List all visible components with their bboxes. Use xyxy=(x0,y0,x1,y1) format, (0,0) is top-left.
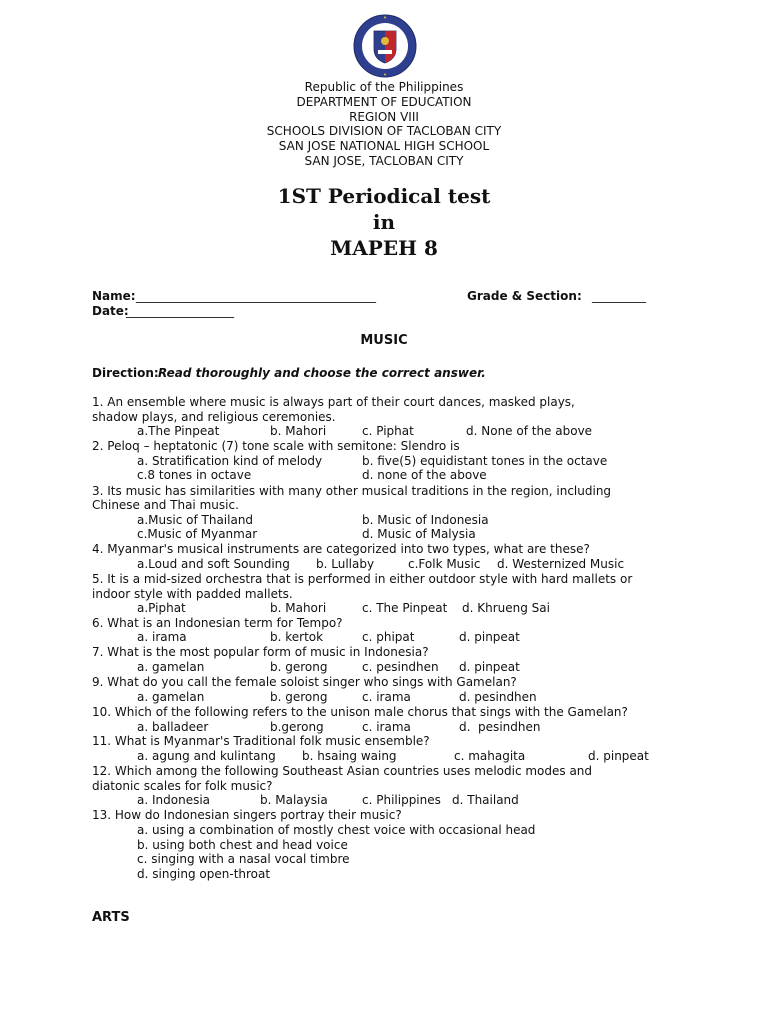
q2-option-c: c.8 tones in octave xyxy=(137,468,252,482)
question-7: 7. What is the most popular form of music in Indonesia? xyxy=(92,645,429,659)
q6-option-b: b. kertok xyxy=(270,630,324,644)
school-name: SAN JOSE NATIONAL HIGH SCHOOL xyxy=(278,139,490,153)
q11-option-b: b. hsaing waing xyxy=(302,749,397,763)
direction-label: Direction: xyxy=(92,366,159,380)
question-12: 12. Which among the following Southeast Asian countries uses melodic modes and xyxy=(92,764,593,778)
date-field[interactable]: __________________ xyxy=(126,304,234,318)
q11-option-d: d. pinpeat xyxy=(588,749,649,763)
question-13: 13. How do Indonesian singers portray their music? xyxy=(92,808,402,822)
q11-option-a: a. agung and kulintang xyxy=(137,749,276,763)
direction-text: Read thoroughly and choose the correct answer. xyxy=(158,366,486,380)
question-10: 10. Which of the following refers to the unison male chorus that sings with the Gamelan? xyxy=(92,705,628,719)
question-12-cont: diatonic scales for folk music? xyxy=(92,779,273,793)
q11-option-c: c. mahagita xyxy=(454,749,526,763)
q5-option-c: c. The Pinpeat xyxy=(362,601,448,615)
q4-option-c: c.Folk Music xyxy=(408,557,481,571)
q2-option-a: a. Stratification kind of melody xyxy=(137,454,323,468)
question-3: 3. Its music has similarities with many other musical traditions in the region, including xyxy=(92,484,612,498)
question-5-cont: indoor style with padded mallets. xyxy=(92,587,293,601)
school-address: SAN JOSE, TACLOBAN CITY xyxy=(304,154,464,168)
date-label: Date: xyxy=(92,304,129,318)
question-1-cont: shadow plays, and religious ceremonies. xyxy=(92,410,336,424)
q1-option-c: c. Piphat xyxy=(362,424,414,438)
q7-option-d: d. pinpeat xyxy=(459,660,520,674)
question-1: 1. An ensemble where music is always part of their court dances, masked plays, xyxy=(92,395,575,409)
q13-option-b: b. using both chest and head voice xyxy=(137,838,348,852)
q2-option-b: b. five(5) equidistant tones in the octave xyxy=(362,454,608,468)
q7-option-c: c. pesindhen xyxy=(362,660,439,674)
q13-option-d: d. singing open-throat xyxy=(137,867,271,881)
q12-option-b: b. Malaysia xyxy=(260,793,328,807)
q10-option-c: c. irama xyxy=(362,720,411,734)
q4-option-d: d. Westernized Music xyxy=(497,557,625,571)
question-5: 5. It is a mid-sized orchestra that is performed in either outdoor style with hard mallets or xyxy=(92,572,633,586)
region-text: REGION VIII xyxy=(349,110,419,124)
q9-option-c: c. irama xyxy=(362,690,411,704)
question-2: 2. Peloq – heptatonic (7) tone scale with semitone: Slendro is xyxy=(92,439,460,453)
test-title-in: in xyxy=(372,210,396,234)
q12-option-a: a. Indonesia xyxy=(137,793,211,807)
question-4: 4. Myanmar's musical instruments are categorized into two types, what are these? xyxy=(92,542,590,556)
q5-option-a: a.Piphat xyxy=(137,601,186,615)
q3-option-a: a.Music of Thailand xyxy=(137,513,254,527)
question-9: 9. What do you call the female soloist singer who sings with Gamelan? xyxy=(92,675,517,689)
division-text: SCHOOLS DIVISION OF TACLOBAN CITY xyxy=(266,124,502,138)
question-6: 6. What is an Indonesian term for Tempo? xyxy=(92,616,343,630)
test-title: 1ST Periodical test xyxy=(277,184,491,208)
q9-option-a: a. gamelan xyxy=(137,690,205,704)
q1-option-d: d. None of the above xyxy=(466,424,593,438)
q6-option-c: c. phipat xyxy=(362,630,415,644)
q1-option-b: b. Mahori xyxy=(270,424,327,438)
q13-option-a: a. using a combination of mostly chest voice with occasional head xyxy=(137,823,536,837)
q4-option-b: b. Lullaby xyxy=(316,557,375,571)
q10-option-a: a. balladeer xyxy=(137,720,209,734)
q3-option-c: c.Music of Myanmar xyxy=(137,527,258,541)
name-label: Name: xyxy=(92,289,136,303)
department-text: DEPARTMENT OF EDUCATION xyxy=(296,95,472,109)
q9-option-d: d. pesindhen xyxy=(459,690,537,704)
q12-option-c: c. Philippines xyxy=(362,793,441,807)
q12-option-d: d. Thailand xyxy=(452,793,519,807)
q3-option-d: d. Music of Malysia xyxy=(362,527,476,541)
subject-title: MAPEH 8 xyxy=(330,236,438,260)
q6-option-a: a. irama xyxy=(137,630,187,644)
name-field[interactable]: ________________________________________ xyxy=(136,289,376,303)
grade-section-field[interactable]: _________ xyxy=(592,289,646,303)
q6-option-d: d. pinpeat xyxy=(459,630,520,644)
deped-seal-icon xyxy=(352,13,418,79)
republic-text: Republic of the Philippines xyxy=(304,80,464,94)
question-3-cont: Chinese and Thai music. xyxy=(92,498,239,512)
grade-section-label: Grade & Section: xyxy=(467,289,582,303)
q5-option-d: d. Khrueng Sai xyxy=(462,601,550,615)
q5-option-b: b. Mahori xyxy=(270,601,327,615)
q10-option-b: b.gerong xyxy=(270,720,324,734)
q9-option-b: b. gerong xyxy=(270,690,328,704)
q7-option-a: a. gamelan xyxy=(137,660,205,674)
q2-option-d: d. none of the above xyxy=(362,468,487,482)
q4-option-a: a.Loud and soft Sounding xyxy=(137,557,290,571)
q3-option-b: b. Music of Indonesia xyxy=(362,513,489,527)
arts-section-heading: ARTS xyxy=(92,910,130,925)
q1-option-a: a.The Pinpeat xyxy=(137,424,220,438)
q13-option-c: c. singing with a nasal vocal timbre xyxy=(137,852,350,866)
question-11: 11. What is Myanmar's Traditional folk music ensemble? xyxy=(92,734,430,748)
music-section-heading: MUSIC xyxy=(360,333,408,348)
q10-option-d: d. pesindhen xyxy=(459,720,541,734)
q7-option-b: b. gerong xyxy=(270,660,328,674)
